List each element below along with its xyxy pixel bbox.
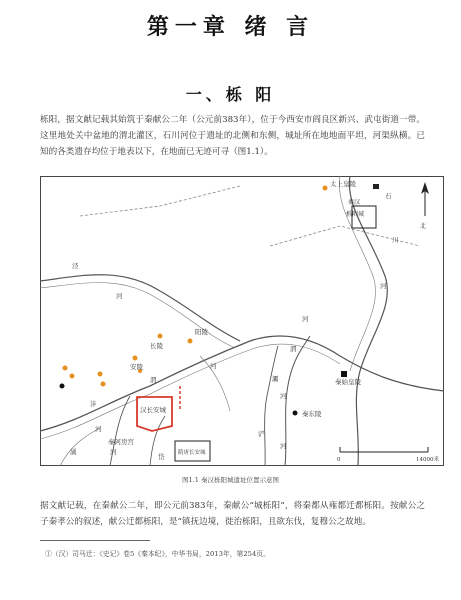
footnote-rule	[40, 540, 150, 541]
label-dai: 岱	[158, 453, 165, 461]
label-he-chan: 河	[280, 442, 287, 450]
liyang-site-marker	[373, 184, 379, 189]
label-yangling: 阳陵	[195, 328, 208, 336]
label-qinhan: 秦汉	[348, 199, 361, 206]
label-qin-efang: 秦阿房宫	[108, 438, 134, 446]
label-chan: 浐	[258, 430, 265, 438]
label-he-ba: 河	[280, 392, 287, 400]
paragraph-2-text: 据文献记载，在秦献公二年，即公元前383年，秦献公“城栎阳”，将秦都从雍都迁都栎阳。按献公之子秦孝公的叙述，献公迁都栎阳，是“镇抚边境，徙治栎阳，且欲东伐，复穆公之故地。	[40, 501, 425, 527]
label-he-jue: 河	[110, 448, 117, 456]
label-wei1: 渭	[150, 376, 157, 384]
label-ba: 灞	[272, 375, 279, 383]
label-he-shichuan: 河	[380, 282, 387, 290]
anling-marker	[133, 356, 138, 361]
section-title: 一、栎 阳	[185, 85, 276, 104]
label-feng: 沣	[90, 400, 97, 408]
taishang-mausoleum-marker	[323, 186, 328, 191]
label-taishang: 太上皇陵	[330, 180, 356, 188]
label-qinshihuang: 秦始皇陵	[335, 378, 361, 386]
site-location-map	[40, 176, 444, 466]
qindongling-marker	[293, 411, 298, 416]
mausoleum-marker	[63, 366, 68, 371]
label-han-changan: 汉长安城	[140, 406, 166, 414]
label-wei2: 渭	[290, 345, 297, 353]
figure-caption: 图1.1 秦汉栎阳城遗址位置示意图	[182, 476, 279, 484]
label-he-wei1: 河	[210, 362, 217, 370]
qinshihuang-mausoleum-marker	[341, 371, 347, 377]
label-shi: 石	[385, 192, 392, 200]
mausoleum-marker	[70, 374, 75, 379]
map-frame	[41, 177, 444, 466]
label-jing: 泾	[72, 262, 79, 270]
scale-zero: 0	[337, 457, 341, 463]
label-he-feng: 河	[95, 425, 102, 433]
label-liyang: 栎阳城	[346, 211, 365, 218]
changling-marker	[158, 334, 163, 339]
label-jue: 潏	[70, 448, 77, 456]
paragraph-1: 栎阳，据文献记载其始筑于秦献公二年（公元前383年），位于今西安市阎良区新兴、武屯街道一带。这里地处关中盆地的渭北灌区，石川河位于遗址的北侧和东侧，城址所在地地面平坦，河渠纵横。已知的各类遗存均位于地表以下，在地面已无迹可寻（图1.1）。	[40, 115, 425, 157]
footnote: ①（汉）司马迁：《史记》卷5《秦本纪》，中华书局，2013年，第254页。	[45, 550, 270, 558]
label-qindongling: 秦东陵	[302, 410, 322, 418]
label-he-wei2: 河	[302, 315, 309, 323]
north-label: 北	[420, 223, 427, 230]
label-chuan: 川	[392, 236, 399, 244]
mausoleum-marker-black	[60, 384, 65, 389]
mausoleum-marker	[98, 372, 103, 377]
map-svg	[40, 176, 444, 466]
label-changling: 长陵	[150, 342, 163, 350]
paragraph-2	[40, 498, 425, 530]
label-sui-tang: 隋唐长安城	[178, 450, 206, 456]
mausoleum-marker	[101, 382, 106, 387]
scale-max: 14000米	[416, 457, 439, 463]
label-anling: 安陵	[130, 363, 143, 371]
yangling-marker	[188, 339, 193, 344]
chapter-title: 第一章 绪 言	[146, 14, 315, 40]
label-he-jing: 河	[116, 292, 123, 300]
